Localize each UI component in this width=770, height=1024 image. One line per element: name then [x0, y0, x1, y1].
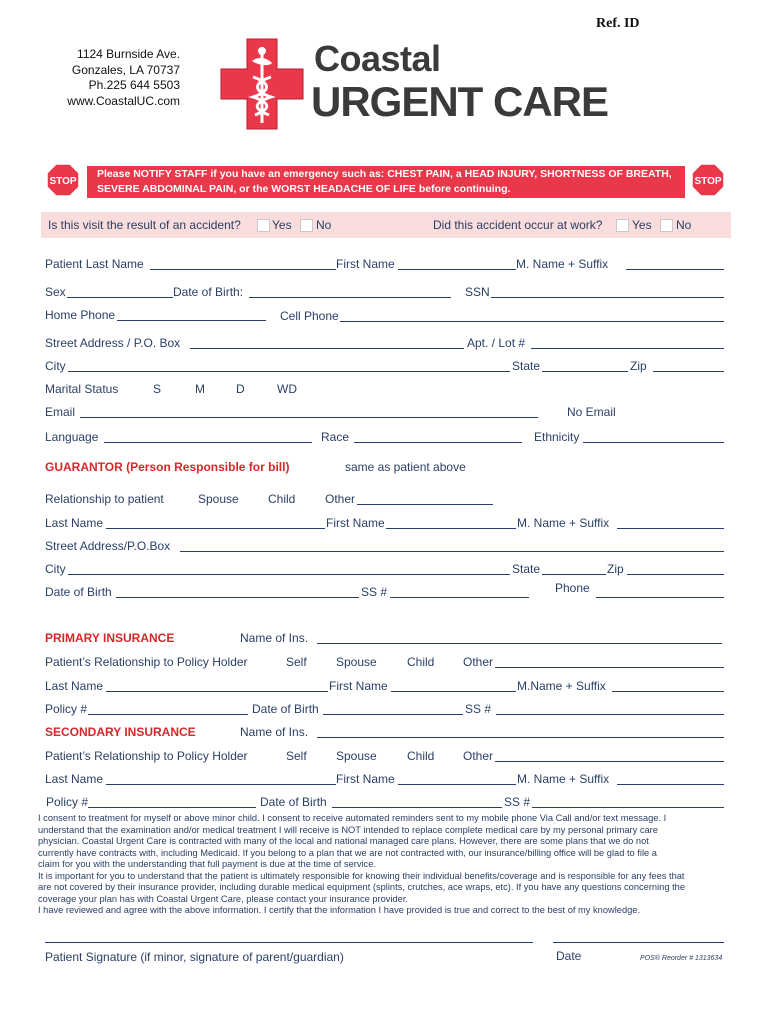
street-address-label: Street Address / P.O. Box	[45, 336, 181, 350]
consent-line: currently have contracts with, including Medicaid. If you belong to a plan that we are not contracted with, our insurance/billing office will be glad to file a	[38, 847, 657, 858]
secondary-dob-field[interactable]	[332, 807, 502, 808]
emergency-alert-banner	[87, 166, 685, 198]
alert-line-2: SEVERE ABDOMINAL PAIN, or the WORST HEADACHE OF LIFE before continuing.	[97, 183, 511, 195]
apt-lot-field[interactable]	[531, 348, 724, 349]
patient-m-name-field[interactable]	[626, 269, 724, 270]
primary-m-name-field[interactable]	[612, 691, 724, 692]
guarantor-relationship-label: Relationship to patient	[45, 492, 164, 506]
guarantor-child-option[interactable]: Child	[268, 492, 296, 506]
home-phone-label: Home Phone	[45, 308, 116, 322]
primary-dob-label: Date of Birth	[252, 702, 319, 716]
secondary-spouse-option[interactable]: Spouse	[336, 749, 377, 763]
home-phone-field[interactable]	[117, 320, 266, 321]
brand-name-urgent-care: URGENT CARE	[311, 78, 609, 125]
ethnicity-label: Ethnicity	[534, 430, 580, 444]
sex-field[interactable]	[67, 297, 173, 298]
primary-ss-field[interactable]	[496, 714, 724, 715]
accident-yes-label: Yes	[272, 218, 292, 232]
patient-first-name-field[interactable]	[398, 269, 516, 270]
dob-label: Date of Birth:	[173, 285, 244, 299]
guarantor-ss-label: SS #	[361, 585, 388, 599]
consent-line: understand that the examination and/or medical treatment I will receive is NOT intended to replace complete medical care by my personal primary care	[38, 824, 658, 835]
primary-other-label: Other	[463, 655, 494, 669]
marital-status-label: Marital Status	[45, 382, 119, 396]
primary-policy-field[interactable]	[88, 714, 248, 715]
secondary-insurance-heading: SECONDARY INSURANCE	[45, 725, 196, 739]
guarantor-dob-field[interactable]	[116, 597, 359, 598]
secondary-relationship-label: Patient’s Relationship to Policy Holder	[45, 749, 248, 763]
red-cross-caduceus-logo	[219, 37, 305, 131]
primary-policy-label: Policy #	[45, 702, 88, 716]
address-street: 1124 Burnside Ave.	[77, 47, 180, 61]
guarantor-first-name-label: First Name	[326, 516, 385, 530]
stop-text-left: STOP	[49, 176, 77, 187]
guarantor-ss-field[interactable]	[390, 597, 529, 598]
guarantor-state-label: State	[512, 562, 541, 576]
marital-option-single[interactable]: S	[153, 382, 162, 396]
primary-first-name-field[interactable]	[391, 691, 516, 692]
ethnicity-field[interactable]	[583, 442, 724, 443]
zip-label: Zip	[630, 359, 647, 373]
guarantor-m-name-field[interactable]	[617, 528, 724, 529]
guarantor-city-field[interactable]	[68, 574, 510, 575]
clinic-address	[40, 47, 180, 109]
secondary-dob-label: Date of Birth	[260, 795, 327, 809]
cell-phone-field[interactable]	[340, 321, 724, 322]
patient-last-name-label: Patient Last Name	[45, 257, 144, 271]
city-field[interactable]	[68, 371, 510, 372]
no-email-option[interactable]: No Email	[567, 405, 616, 419]
signature-date-label: Date	[556, 949, 582, 963]
sex-label: Sex	[45, 285, 66, 299]
consent-line: I have reviewed and agree with the above information. I certify that the information I have provided is true and correct to the best of my knowledge.	[38, 905, 641, 915]
guarantor-other-label: Other	[325, 492, 356, 506]
guarantor-first-name-field[interactable]	[386, 528, 516, 529]
work-accident-question: Did this accident occur at work?	[433, 218, 603, 232]
secondary-first-name-field[interactable]	[398, 784, 516, 785]
reorder-number: POS® Reorder # 1313634	[640, 955, 723, 962]
secondary-other-label: Other	[463, 749, 494, 763]
consent-line: are not covered by their insurance provider, including durable medical equipment (splints, crutches, ace wraps, etc). If you have any questions concerning the	[38, 882, 686, 892]
work-yes-checkbox[interactable]	[616, 219, 629, 232]
guarantor-other-field[interactable]	[357, 504, 493, 505]
zip-field[interactable]	[653, 371, 724, 372]
guarantor-street-field[interactable]	[180, 551, 724, 552]
cell-phone-label: Cell Phone	[280, 309, 339, 323]
patient-signature-label: Patient Signature (if minor, signature of parent/guardian)	[45, 950, 344, 964]
marital-option-divorced[interactable]: D	[236, 382, 245, 396]
guarantor-phone-field[interactable]	[596, 597, 724, 598]
address-website: www.CoastalUC.com	[67, 93, 180, 108]
patient-m-name-label: M. Name + Suffix	[516, 257, 609, 271]
race-field[interactable]	[354, 442, 522, 443]
stop-text-right: STOP	[694, 176, 722, 187]
secondary-ss-label: SS #	[504, 795, 531, 809]
alert-line-1: Please NOTIFY STAFF if you have an emergency such as: CHEST PAIN, a HEAD INJURY, SHORTNESS OF BREATH,	[97, 168, 672, 180]
consent-line: coverage your plan has with Coastal Urgent Care, please contact your insurance provider.	[38, 893, 409, 904]
guarantor-m-name-label: M. Name + Suffix	[517, 516, 610, 530]
guarantor-spouse-option[interactable]: Spouse	[198, 492, 239, 506]
secondary-m-name-label: M. Name + Suffix	[517, 772, 610, 786]
patient-last-name-field[interactable]	[150, 269, 336, 270]
primary-last-name-label: Last Name	[45, 679, 104, 693]
patient-signature-field[interactable]	[45, 942, 533, 943]
secondary-last-name-label: Last Name	[45, 772, 104, 786]
race-label: Race	[321, 430, 350, 444]
primary-spouse-option[interactable]: Spouse	[336, 655, 377, 669]
primary-m-name-label: M.Name + Suffix	[517, 679, 606, 693]
guarantor-state-field[interactable]	[542, 574, 606, 575]
guarantor-dob-label: Date of Birth	[45, 585, 112, 599]
patient-first-name-label: First Name	[336, 257, 395, 271]
ref-id-label: Ref. ID	[596, 16, 640, 31]
guarantor-last-name-field[interactable]	[106, 528, 325, 529]
guarantor-zip-field[interactable]	[627, 574, 724, 575]
work-no-checkbox[interactable]	[660, 219, 673, 232]
stop-sign-icon-right	[691, 163, 725, 197]
consent-line: physician. Coastal Urgent Care is contracted with many of the local and national managed care plans. However, there are some plans that we do not	[38, 836, 649, 846]
primary-name-ins-label: Name of Ins.	[240, 631, 309, 645]
accident-no-checkbox[interactable]	[300, 219, 313, 232]
secondary-child-option[interactable]: Child	[407, 749, 435, 763]
address-phone: Ph.225 644 5503	[88, 78, 180, 92]
secondary-m-name-field[interactable]	[617, 784, 724, 785]
primary-insurance-heading: PRIMARY INSURANCE	[45, 631, 175, 645]
primary-dob-field[interactable]	[323, 714, 463, 715]
primary-child-option[interactable]: Child	[407, 655, 435, 669]
secondary-last-name-field[interactable]	[106, 784, 336, 785]
secondary-name-ins-field[interactable]	[317, 737, 724, 738]
same-as-patient-option[interactable]: same as patient above	[345, 460, 466, 474]
ssn-label: SSN	[465, 285, 490, 299]
city-label: City	[45, 359, 66, 373]
state-field[interactable]	[542, 371, 628, 372]
consent-line: I consent to treatment for myself or above minor child. I consent to receive automated reminders sent to my mobile phone Via Call and/or text message. I	[38, 813, 667, 823]
primary-self-option[interactable]: Self	[286, 655, 307, 669]
primary-relationship-label: Patient’s Relationship to Policy Holder	[45, 655, 248, 669]
secondary-name-ins-label: Name of Ins.	[240, 725, 309, 739]
secondary-self-option[interactable]: Self	[286, 749, 307, 763]
signature-date-field[interactable]	[553, 942, 724, 943]
primary-ss-label: SS #	[465, 702, 492, 716]
language-label: Language	[45, 430, 99, 444]
guarantor-phone-label: Phone	[555, 581, 590, 595]
primary-last-name-field[interactable]	[106, 691, 328, 692]
brand-name-coastal: Coastal	[314, 38, 441, 79]
guarantor-last-name-label: Last Name	[45, 516, 104, 530]
work-no-label: No	[676, 218, 692, 232]
work-yes-label: Yes	[632, 218, 652, 232]
accident-yes-checkbox[interactable]	[257, 219, 270, 232]
email-label: Email	[45, 405, 76, 419]
email-field[interactable]	[80, 417, 538, 418]
secondary-ss-field[interactable]	[532, 807, 724, 808]
consent-statement	[38, 813, 738, 917]
guarantor-zip-label: Zip	[607, 562, 624, 576]
primary-other-field[interactable]	[495, 667, 724, 668]
apt-lot-label: Apt. / Lot #	[467, 336, 526, 350]
primary-name-ins-field[interactable]	[317, 643, 722, 644]
guarantor-city-label: City	[45, 562, 66, 576]
secondary-first-name-label: First Name	[336, 772, 395, 786]
secondary-policy-field[interactable]	[88, 807, 256, 808]
language-field[interactable]	[104, 442, 312, 443]
marital-option-widowed[interactable]: WD	[277, 382, 297, 396]
consent-line: claim for you with the understanding that full payment is due at the time of service.	[38, 859, 376, 869]
guarantor-street-label: Street Address/P.O.Box	[45, 539, 171, 553]
guarantor-heading: GUARANTOR (Person Responsible for bill)	[45, 460, 290, 474]
secondary-policy-label: Policy #	[46, 795, 89, 809]
secondary-other-field[interactable]	[495, 761, 724, 762]
stop-sign-icon-left	[46, 163, 80, 197]
dob-field[interactable]	[249, 297, 451, 298]
primary-first-name-label: First Name	[329, 679, 388, 693]
consent-line: It is important for you to understand that the patient is ultimately responsible for knowing their individual benefits/coverage and is responsible for any fees that	[38, 870, 685, 881]
state-label: State	[512, 359, 541, 373]
street-address-field[interactable]	[190, 348, 464, 349]
accident-no-label: No	[316, 218, 332, 232]
accident-question: Is this visit the result of an accident?	[48, 218, 241, 232]
ssn-field[interactable]	[491, 297, 724, 298]
marital-option-married[interactable]: M	[195, 382, 205, 396]
address-city: Gonzales, LA 70737	[71, 62, 180, 77]
